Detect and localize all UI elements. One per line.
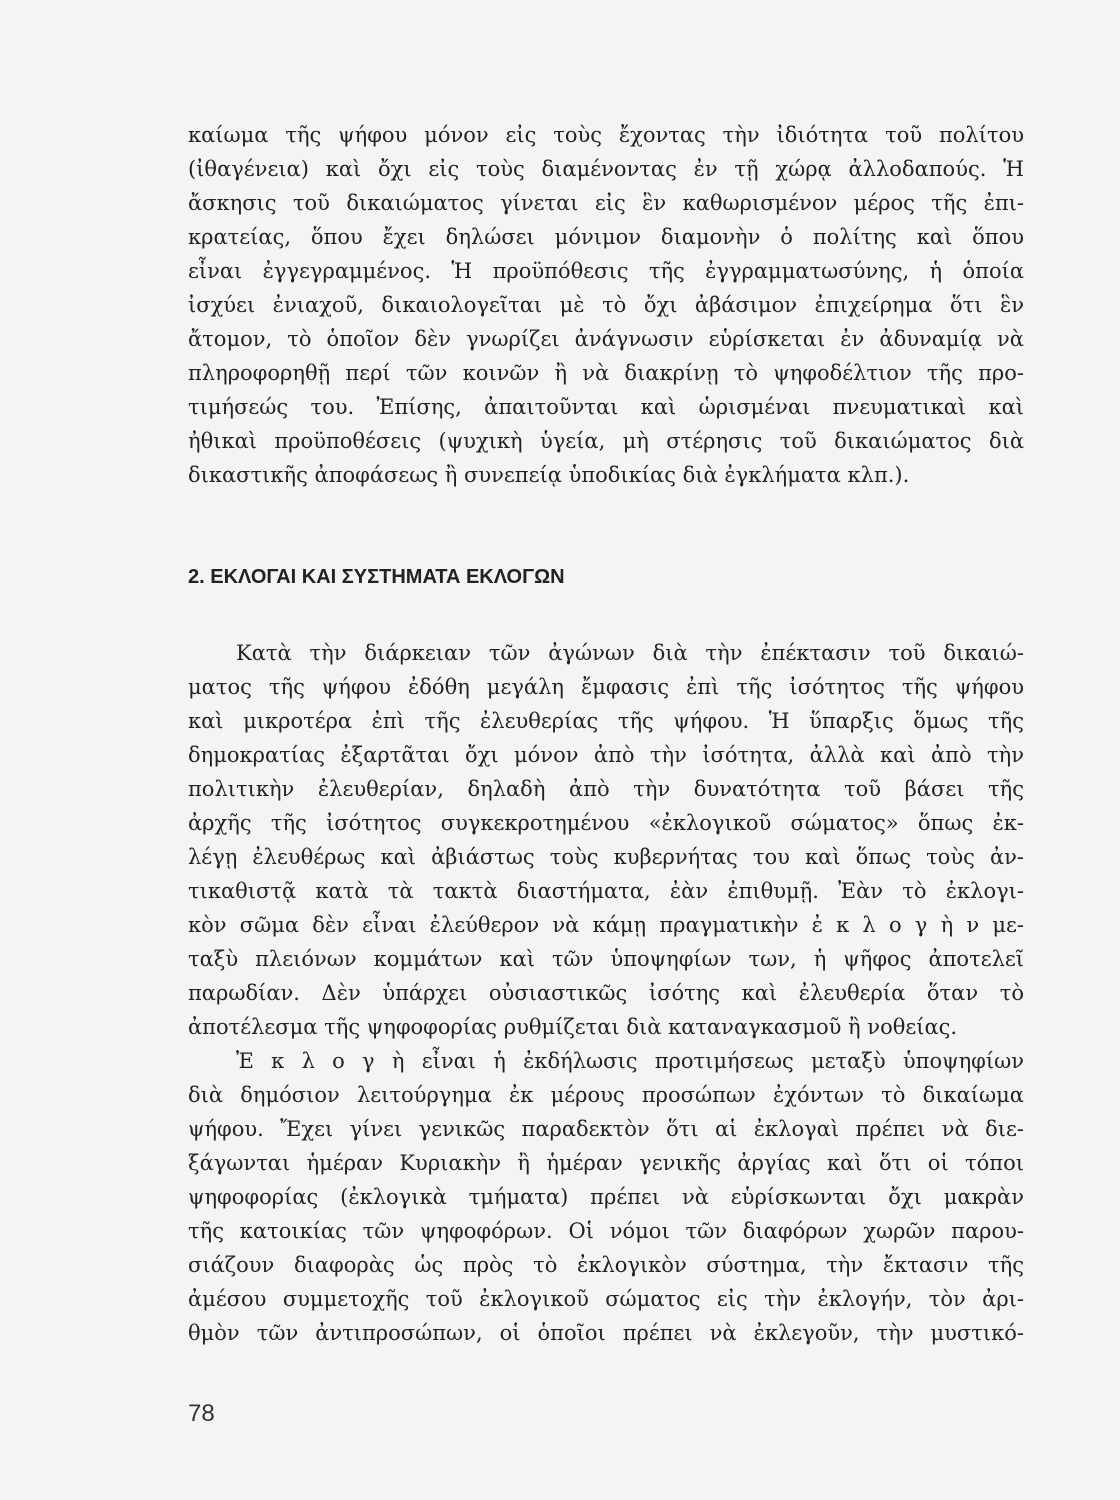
text-line: ματος τῆς ψήφου ἐδόθη μεγάλη ἔμφασις ἐπὶ τῆς ἰσότητος τῆς ψήφου xyxy=(188,675,1024,699)
text-line: δικαστικῆς ἀποφάσεως ἢ συνεπείᾳ ὑποδικίας διὰ ἐγκλήματα κλπ.). xyxy=(188,463,910,487)
text-line: τῆς κατοικίας τῶν ψηφοφόρων. Οἱ νόμοι τῶν διαφόρων χωρῶν παρου- xyxy=(188,1219,1024,1243)
paragraph-2-and-3 xyxy=(188,636,1024,1350)
text-line: ψήφου. Ἔχει γίνει γενικῶς παραδεκτὸν ὅτι αἱ ἐκλογαὶ πρέπει νὰ διε- xyxy=(188,1117,1024,1141)
text-line: καίωμα τῆς ψήφου μόνον εἰς τοὺς ἔχοντας τὴν ἰδιότητα τοῦ πολίτου xyxy=(188,123,1024,147)
text-line: σιάζουν διαφορὰς ὡς πρὸς τὸ ἐκλογικὸν σύστημα, τὴν ἔκτασιν τῆς xyxy=(188,1253,1024,1277)
text-line: τικαθιστᾷ κατὰ τὰ τακτὰ διαστήματα, ἐὰν ἐπιθυμῇ. Ἐὰν τὸ ἐκλογι- xyxy=(188,879,1024,903)
text-line: κὸν σῶμα δὲν εἶναι ἐλεύθερον νὰ κάμῃ πραγματικὴν ἐ κ λ ο γ ὴ ν με- xyxy=(188,913,1024,937)
text-line: πληροφορηθῇ περί τῶν κοινῶν ἢ νὰ διακρίνῃ τὸ ψηφοδέλτιον τῆς προ- xyxy=(188,361,1024,385)
text-line: ταξὺ πλειόνων κομμάτων καὶ τῶν ὑποψηφίων των, ἡ ψῆφος ἀποτελεῖ xyxy=(188,947,1024,971)
text-line: (ἰθαγένεια) καὶ ὄχι εἰς τοὺς διαμένοντας ἐν τῇ χώρᾳ ἀλλοδαπούς. Ἡ xyxy=(188,157,1024,181)
text-line: ἀποτέλεσμα τῆς ψηφοφορίας ρυθμίζεται διὰ καταναγκασμοῦ ἢ νοθείας. xyxy=(188,1015,958,1039)
section-heading: 2. ΕΚΛΟΓΑΙ ΚΑΙ ΣΥΣΤΗΜΑΤΑ ΕΚΛΟΓΩΝ xyxy=(188,566,565,588)
page-number: 78 xyxy=(188,1400,215,1427)
text-line: ξάγωνται ἡμέραν Κυριακὴν ἢ ἡμέραν γενικῆς ἀργίας καὶ ὅτι οἱ τόποι xyxy=(188,1151,1024,1175)
text-line: Ἐ κ λ ο γ ὴ εἶναι ἡ ἐκδήλωσις προτιμήσεως μεταξὺ ὑποψηφίων xyxy=(236,1049,1024,1073)
text-line: ψηφοφορίας (ἐκλογικὰ τμήματα) πρέπει νὰ εὑρίσκωνται ὄχι μακρὰν xyxy=(188,1185,1024,1209)
text-line: ἰσχύει ἐνιαχοῦ, δικαιολογεῖται μὲ τὸ ὄχι ἀβάσιμον ἐπιχείρημα ὅτι ἓν xyxy=(188,293,1024,317)
text-line: διὰ δημόσιον λειτούργημα ἐκ μέρους προσώπων ἐχόντων τὸ δικαίωμα xyxy=(188,1083,1024,1107)
text-line: θμὸν τῶν ἀντιπροσώπων, οἱ ὁποῖοι πρέπει νὰ ἐκλεγοῦν, τὴν μυστικό- xyxy=(188,1321,1024,1345)
text-line: εἶναι ἐγγεγραμμένος. Ἡ προϋπόθεσις τῆς ἐγγραμματωσύνης, ἡ ὁποία xyxy=(188,259,1024,283)
text-line: ἀρχῆς τῆς ἰσότητος συγκεκροτημένου «ἐκλογικοῦ σώματος» ὅπως ἐκ- xyxy=(188,811,1024,835)
text-line: ἄτομον, τὸ ὁποῖον δὲν γνωρίζει ἀνάγνωσιν εὑρίσκεται ἐν ἀδυναμίᾳ νὰ xyxy=(188,327,1024,351)
text-line: τιμήσεώς του. Ἐπίσης, ἀπαιτοῦνται καὶ ὡρισμέναι πνευματικαὶ καὶ xyxy=(188,395,1024,419)
text-line: Κατὰ τὴν διάρκειαν τῶν ἀγώνων διὰ τὴν ἐπέκτασιν τοῦ δικαιώ- xyxy=(236,641,1024,665)
paragraph-1 xyxy=(188,118,1024,492)
text-line: πολιτικὴν ἐλευθερίαν, δηλαδὴ ἀπὸ τὴν δυνατότητα τοῦ βάσει τῆς xyxy=(188,777,1024,801)
text-line: κρατείας, ὅπου ἔχει δηλώσει μόνιμον διαμονὴν ὁ πολίτης καὶ ὅπου xyxy=(188,225,1024,249)
text-line: δημοκρατίας ἐξαρτᾶται ὄχι μόνον ἀπὸ τὴν ἰσότητα, ἀλλὰ καὶ ἀπὸ τὴν xyxy=(188,743,1024,767)
text-line: παρωδίαν. Δὲν ὑπάρχει οὐσιαστικῶς ἰσότης καὶ ἐλευθερία ὅταν τὸ xyxy=(188,981,1024,1005)
text-line: λέγῃ ἐλευθέρως καὶ ἀβιάστως τοὺς κυβερνήτας του καὶ ὅπως τοὺς ἀν- xyxy=(188,845,1024,869)
text-line: ἄσκησις τοῦ δικαιώματος γίνεται εἰς ἓν καθωρισμένον μέρος τῆς ἐπι- xyxy=(188,191,1024,215)
text-line: καὶ μικροτέρα ἐπὶ τῆς ἐλευθερίας τῆς ψήφου. Ἡ ὕπαρξις ὅμως τῆς xyxy=(188,709,1024,733)
text-line: ἠθικαὶ προϋποθέσεις (ψυχικὴ ὑγεία, μὴ στέρησις τοῦ δικαιώματος διὰ xyxy=(188,429,1024,453)
text-line: ἀμέσου συμμετοχῆς τοῦ ἐκλογικοῦ σώματος εἰς τὴν ἐκλογήν, τὸν ἀρι- xyxy=(188,1287,1024,1311)
